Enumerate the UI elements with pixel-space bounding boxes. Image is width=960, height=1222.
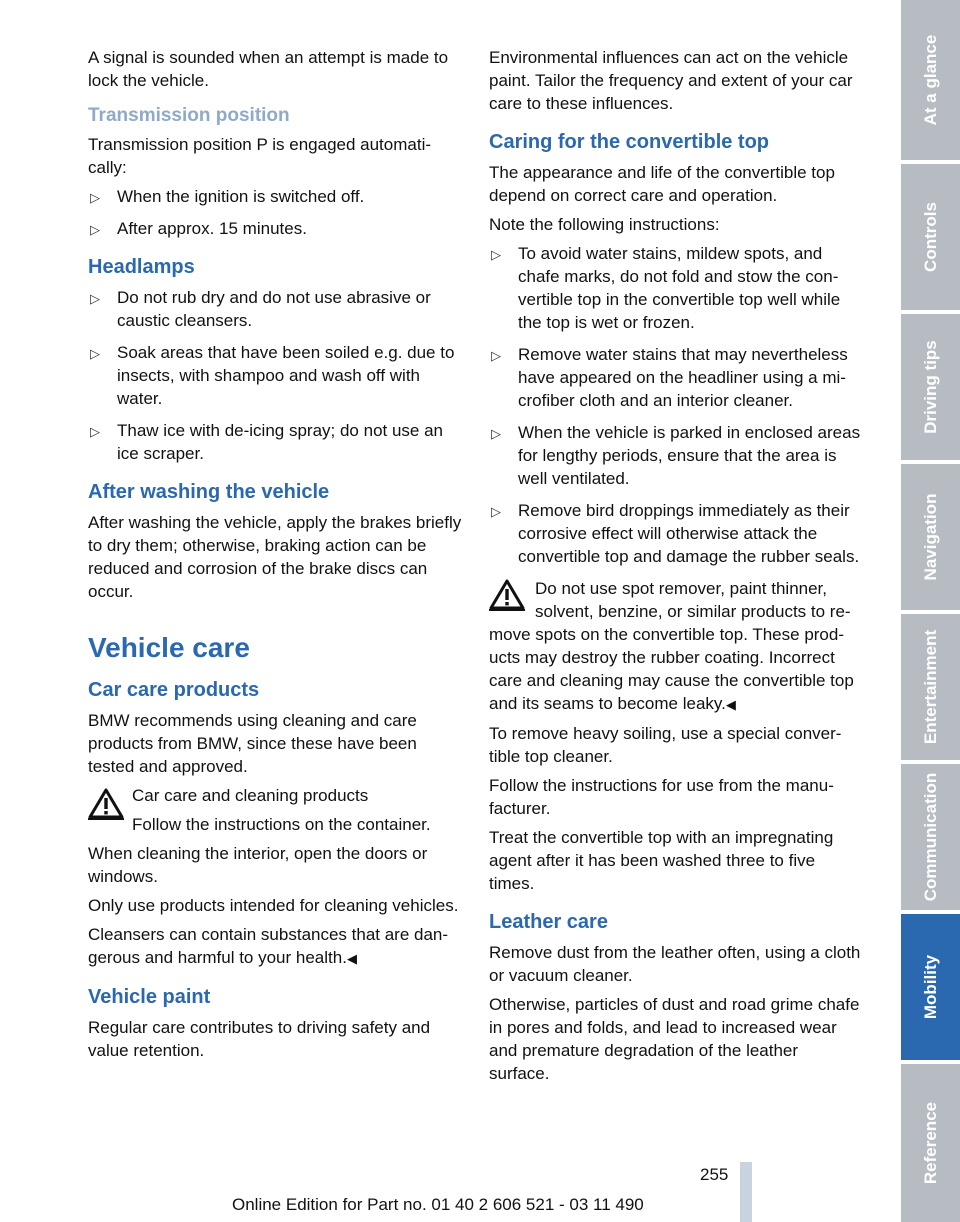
car-care-warning — [88, 784, 462, 836]
side-tabs — [901, 0, 960, 1222]
headlamps-heading: Headlamps — [88, 256, 195, 278]
car-care-text: BMW recommends using cleaning and care products from BMW, since these have been tested and approved. — [88, 711, 417, 776]
page-number-bar — [740, 1162, 752, 1222]
headlamps-list — [88, 286, 462, 465]
environment-text: Environmental influences can act on the vehicle paint. Tailor the frequency and extent of your car care to these influences. — [489, 48, 853, 113]
end-mark-icon: ◀ — [346, 951, 357, 966]
tab-navigation[interactable]: Navigation — [901, 464, 960, 610]
convertible-text: The appearance and life of the convertible top depend on correct care and operation. — [489, 163, 835, 205]
convertible-heading: Caring for the convertible top — [489, 131, 770, 153]
leather-heading: Leather care — [489, 911, 608, 933]
lock-signal-text: A signal is sounded when an attempt is made to lock the vehicle. — [88, 48, 449, 90]
list-item: ▷ When the ignition is switched off. — [88, 185, 462, 208]
bullet-icon: ▷ — [90, 190, 100, 205]
warning-text: Do not use spot remover, paint thinner, solvent, benzine, or similar products to remove spots on the convertible top. These products may destroy the rubber coating. Incorrect care and cleaning may cause the convertible top and its seams to become leaky.◀ — [489, 579, 854, 713]
bullet-icon: ▷ — [491, 247, 501, 262]
bullet-icon: ▷ — [90, 222, 100, 237]
vehicle-paint-text: Regular care contributes to driving safety and value retention. — [88, 1018, 431, 1060]
heavy-soiling-text: To remove heavy soiling, use a special convertible top cleaner. — [489, 724, 842, 766]
leather-text-2: Otherwise, particles of dust and road grime chafe in pores and folds, and lead to increased wear and premature degradation of the leather surface. — [489, 995, 860, 1083]
warning-icon — [489, 579, 525, 611]
products-text: Only use products intended for cleaning vehicles. — [88, 896, 459, 915]
online-edition-text: Online Edition for Part no. 01 40 2 606 521 - 03 11 490 — [232, 1195, 644, 1214]
bullet-icon: ▷ — [491, 348, 501, 363]
end-mark-icon: ◀ — [725, 697, 736, 712]
warning-text: Follow the instructions on the container. — [132, 815, 431, 834]
tab-at-a-glance[interactable]: At a glance — [901, 0, 960, 160]
vehicle-care-title: Vehicle care — [88, 632, 250, 663]
convertible-warning — [489, 577, 861, 716]
vehicle-paint-heading: Vehicle paint — [88, 986, 211, 1008]
interior-cleaning-text: When cleaning the interior, open the doors or windows. — [88, 844, 428, 886]
bullet-icon: ▷ — [90, 424, 100, 439]
left-column — [88, 46, 462, 1068]
bullet-icon: ▷ — [491, 426, 501, 441]
car-care-heading: Car care products — [88, 679, 260, 701]
tab-reference[interactable]: Reference — [901, 1064, 960, 1222]
page-number: 255 — [700, 1165, 729, 1184]
warning-title: Car care and cleaning products — [132, 786, 369, 805]
tab-driving-tips[interactable]: Driving tips — [901, 314, 960, 460]
right-column — [489, 46, 861, 1091]
tab-communication[interactable]: Communication — [901, 764, 960, 910]
transmission-heading: Transmission position — [88, 105, 290, 126]
after-washing-text: After washing the vehicle, apply the brakes briefly to dry them; otherwise, braking action can be reduced and corrosion of the brake discs can occur. — [88, 513, 462, 601]
convertible-list — [489, 242, 861, 568]
tab-mobility[interactable]: Mobility — [901, 914, 960, 1060]
list-item: ▷ Remove water stains that may nevertheless have appeared on the headliner using a microfiber cloth and an interior cleaner. — [491, 345, 848, 410]
bullet-icon: ▷ — [90, 346, 100, 361]
cleansers-text: Cleansers can contain substances that are dangerous and harmful to your health.◀ — [88, 925, 449, 967]
convertible-note: Note the following instructions: — [489, 215, 720, 234]
list-item: ▷ Do not rub dry and do not use abrasive or caustic cleansers. — [90, 288, 431, 330]
list-item: ▷ Soak areas that have been soiled e.g. due to insects, with shampoo and wash off with water. — [90, 343, 455, 408]
list-item: ▷ Thaw ice with de-icing spray; do not use an ice scraper. — [90, 421, 444, 463]
list-item: ▷ When the vehicle is parked in enclosed areas for lengthy periods, ensure that the area is well ventilated. — [491, 423, 861, 488]
manufacturer-text: Follow the instructions for use from the manufacturer. — [489, 776, 834, 818]
bullet-icon: ▷ — [491, 504, 501, 519]
list-item: ▷ After approx. 15 minutes. — [88, 217, 462, 240]
transmission-text: Transmission position P is engaged automatically: — [88, 135, 432, 177]
tab-entertainment[interactable]: Entertainment — [901, 614, 960, 760]
impregnating-text: Treat the convertible top with an impregnating agent after it has been washed three to five times. — [489, 828, 834, 893]
list-item: ▷ Remove bird droppings immediately as their corrosive effect will otherwise attack the convertible top and damage the rubber seals. — [491, 501, 860, 566]
list-item: ▷ To avoid water stains, mildew spots, and chafe marks, do not fold and stow the convertible top in the convertible top well while the top is wet or frozen. — [491, 244, 841, 332]
warning-icon — [88, 788, 124, 820]
bullet-icon: ▷ — [90, 291, 100, 306]
after-washing-heading: After washing the vehicle — [88, 481, 330, 503]
leather-text-1: Remove dust from the leather often, using a cloth or vacuum cleaner. — [489, 943, 861, 985]
tab-controls[interactable]: Controls — [901, 164, 960, 310]
transmission-list — [88, 185, 462, 240]
